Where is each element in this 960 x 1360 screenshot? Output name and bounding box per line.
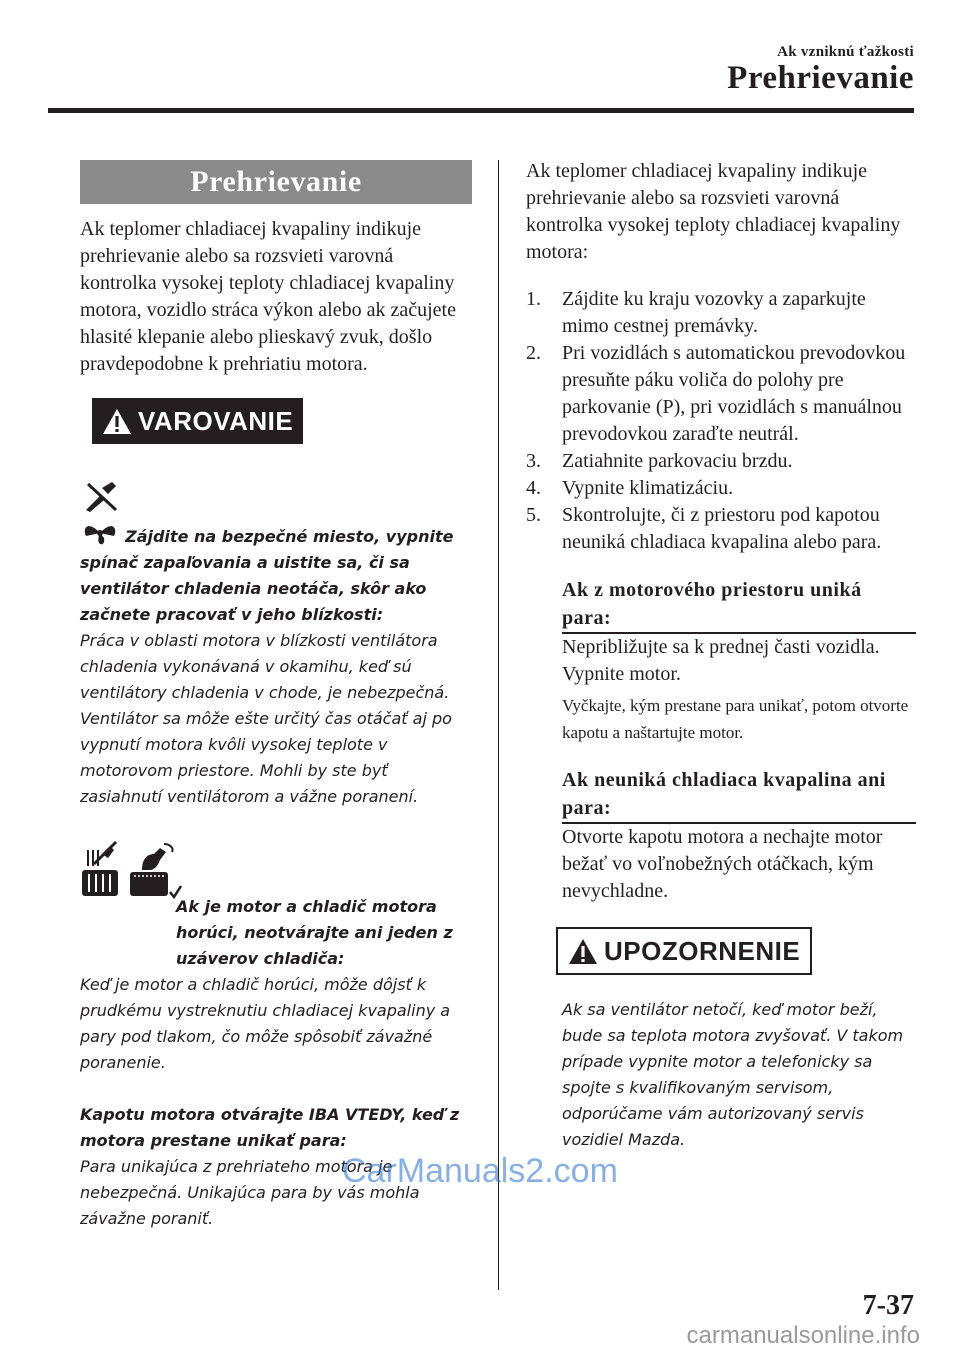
warning-badge bbox=[92, 398, 303, 444]
warning-3-text: Para unikajúca z prehriateho motora je nebezpečná. Unikajúca para by vás mohla závažne poraniť. bbox=[80, 1157, 420, 1228]
header-rule bbox=[48, 108, 914, 113]
watermark-carmanuals2: CarManuals2.com bbox=[342, 1152, 618, 1190]
right-column bbox=[526, 158, 916, 1153]
column-divider bbox=[498, 160, 499, 1290]
caution-badge-label: UPOZORNENIE bbox=[604, 935, 801, 966]
warning-2-heading: Ak je motor a chladič motora horúci, neotvárajte ani jeden z uzáverov chladiča: bbox=[176, 897, 453, 968]
warning-1-heading: Zájdite na bezpečné miesto, vypnite spínač zapaľovania a uistite sa, či sa ventilátor chladenia neotáča, skôr ako začnete pracovať v jeho blízkosti: bbox=[80, 527, 454, 624]
radiator-icons bbox=[80, 840, 472, 900]
caution-text: Ak sa ventilátor netočí, keď motor beží, bude sa teplota motora zvyšovať. V takom prípade vypnite motor a telefonicky sa spojte s kvalifikovaným servisom, odporúčame vám autorizovaný servis vozidiel Mazda. bbox=[562, 1000, 904, 1149]
list-item: 4. Vypnite klimatizáciu. bbox=[526, 477, 734, 499]
list-item: 3. Zatiahnite parkovaciu brzdu. bbox=[526, 450, 793, 472]
subsection-no-leak bbox=[562, 766, 916, 905]
caution-triangle-icon bbox=[568, 938, 598, 965]
subsection-no-leak-text: Otvorte kapotu motora a nechajte motor bežať vo voľnobežných otáčkach, kým nevychladne. bbox=[562, 826, 883, 902]
right-intro: Ak teplomer chladiacej kvapaliny indikuje prehrievanie alebo sa rozsvieti varovná kontrolka vysokej teploty chladiacej kvapaliny motora: bbox=[526, 160, 901, 263]
left-column bbox=[80, 160, 472, 1232]
watermark-carmanualsonline: carmanualsonline.info bbox=[686, 1322, 920, 1349]
warning-badge-label: VAROVANIE bbox=[138, 405, 294, 436]
warning-3-heading: Kapotu motora otvárajte IBA VTEDY, keď z motora prestane unikať para: bbox=[80, 1105, 460, 1150]
subsection-steam-text-1: Nepribližujte sa k prednej časti vozidla. Vypnite motor. bbox=[562, 636, 880, 685]
subsection-no-leak-heading: Ak neuniká chladiaca kvapalina ani para: bbox=[562, 766, 916, 824]
list-item: 1. Zájdite ku kraju vozovky a zaparkujte mimo cestnej premávky. bbox=[526, 288, 866, 337]
no-tools-icon bbox=[82, 480, 120, 514]
warning-2-text: Keď je motor a chladič horúci, môže dôjsť k prudkému vystreknutiu chladiacej kvapaliny a pary pod tlakom, čo môže spôsobiť závažné poranenie. bbox=[80, 975, 451, 1072]
warning-1-text: Práca v oblasti motora v blízkosti ventilátora chladenia vykonávaná v okamihu, keď sú ventilátory chladenia v chode, je nebezpečná. Ventilátor sa môže ešte určitý čas otáčať aj po vypnutí motora kvôli vysokej teplote v motorovom priestore. Mohli by ste byť zasiahnutí ventilátorom a vážne poranení. bbox=[80, 631, 452, 806]
intro-paragraph: Ak teplomer chladiacej kvapaliny indikuje prehrievanie alebo sa rozsvieti varovná kontrolka vysokej teploty chladiacej kvapaliny motora, vozidlo stráca výkon alebo ak začujete hlasité klepanie alebo plieskavý zvuk, došlo pravdepodobne k prehriatiu motora. bbox=[80, 218, 456, 375]
fan-icon bbox=[80, 518, 120, 548]
subsection-steam-text-2: Vyčkajte, kým prestane para unikať, potom otvorte kapotu a naštartujte motor. bbox=[562, 696, 909, 742]
no-hand-radiator-icon bbox=[80, 840, 120, 900]
section-banner: Prehrievanie bbox=[80, 160, 472, 204]
steps-list bbox=[526, 286, 916, 556]
radiator-cap-check-icon bbox=[128, 840, 182, 900]
list-item: 5. Skontrolujte, či z priestoru pod kapotou neuniká chladiaca kvapalina alebo para. bbox=[526, 504, 882, 553]
page-number: 7-37 bbox=[862, 1290, 914, 1321]
page-header-title: Prehrievanie bbox=[727, 60, 914, 96]
caution-badge bbox=[556, 927, 812, 975]
subsection-steam-heading: Ak z motorového priestoru uniká para: bbox=[562, 576, 916, 634]
list-item: 2. Pri vozidlách s automatickou prevodovkou presuňte páku voliča do polohy pre parkovanie (P), pri vozidlách s manuálnou prevodovkou zaraďte neutrál. bbox=[526, 342, 906, 445]
subsection-steam bbox=[562, 576, 916, 746]
warning-triangle-icon bbox=[102, 408, 132, 435]
chapter-label: Ak vzniknú ťažkosti bbox=[777, 44, 914, 60]
